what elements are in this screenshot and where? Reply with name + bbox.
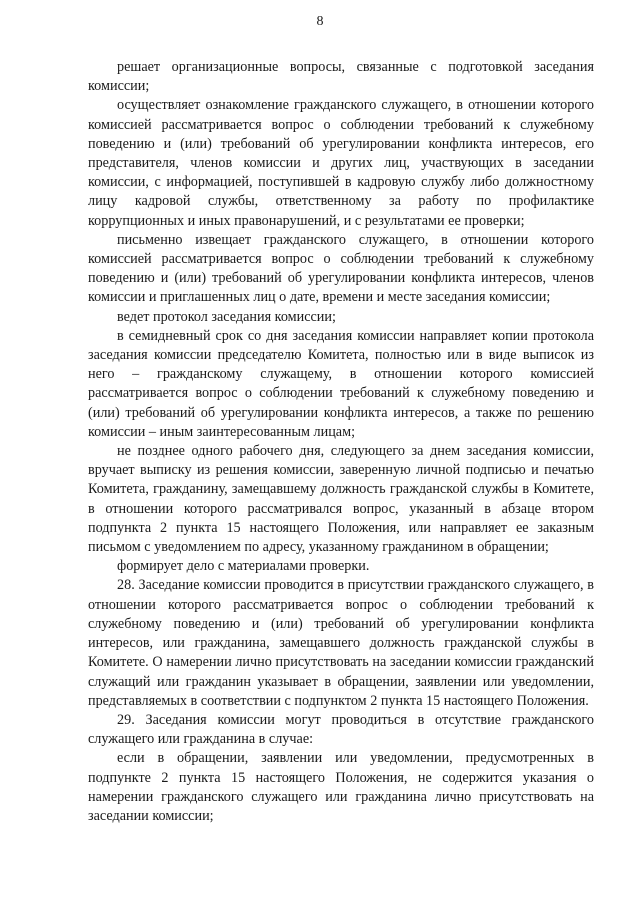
paragraph: формирует дело с материалами проверки.	[117, 558, 370, 575]
paragraph: 28. Заседание комиссии проводится в присутствии гражданского служащего, в отношении которого рассматривается вопрос о соблюдении требований к служебному поведению и (или) требований об урегулировании конфликта интересов, или гражданина, замещавшего должность гражданской службы в Комитете. О намерении лично присутствовать на заседании комиссии гражданский служащий или гражданин указывает в обращении, заявлении или уведомлении, представляемых в соответствии с подпунктом 2 пункта 15 настоящего Положения.	[88, 577, 594, 709]
paragraph: 29. Заседания комиссии могут проводиться в отсутствие гражданского служащего или гражданина в случае:	[88, 711, 594, 748]
paragraph: в семидневный срок со дня заседания комиссии направляет копии протокола заседания комиссии председателю Комитета, полностью или в виде выписок из него – гражданскому служащему, в отношении которого комиссией рассматривается вопрос о соблюдении требований к служебному поведению и (или) требований об урегулировании конфликта интересов, а также по решению комиссии – иным заинтересованным лицам;	[88, 327, 594, 440]
paragraph: осуществляет ознакомление гражданского служащего, в отношении которого комиссией рассматривается вопрос о соблюдении требований к служебному поведению и (или) требований об урегулировании конфликта интересов, его представителя, членов комиссии и других лиц, участвующих в заседании комиссии, с информацией, поступившей в кадровую службу либо должностному лицу кадровой службы, ответственному за работу по профилактике коррупционных и иных правонарушений, и с результатами ее проверки;	[88, 97, 594, 229]
document-body	[88, 58, 594, 826]
paragraph: решает организационные вопросы, связанные с подготовкой заседания комиссии;	[88, 59, 594, 95]
paragraph: если в обращении, заявлении или уведомлении, предусмотренных в подпункте 2 пункта 15 настоящего Положения, не содержится указания о намерении гражданского служащего или гражданина лично присутствовать на заседании комиссии;	[88, 750, 594, 824]
paragraph: письменно извещает гражданского служащего, в отношении которого комиссией рассматривается вопрос о соблюдении требований к служебному поведению и (или) требований об урегулировании конфликта интересов, членов комиссии и приглашенных лиц о дате, времени и месте заседания комиссии;	[88, 231, 594, 306]
page-number: 8	[316, 14, 324, 29]
paragraph: не позднее одного рабочего дня, следующего за днем заседания комиссии, вручает выписку из решения комиссии, заверенную личной подписью и печатью Комитета, гражданину, замещавшему должность гражданской службы в Комитете, в отношении которого рассматривался вопрос, указанный в абзаце втором подпункта 2 пункта 15 настоящего Положения, или направляет ее заказным письмом с уведомлением по адресу, указанному гражданином в обращении;	[88, 443, 594, 556]
paragraph: ведет протокол заседания комиссии;	[117, 308, 336, 325]
